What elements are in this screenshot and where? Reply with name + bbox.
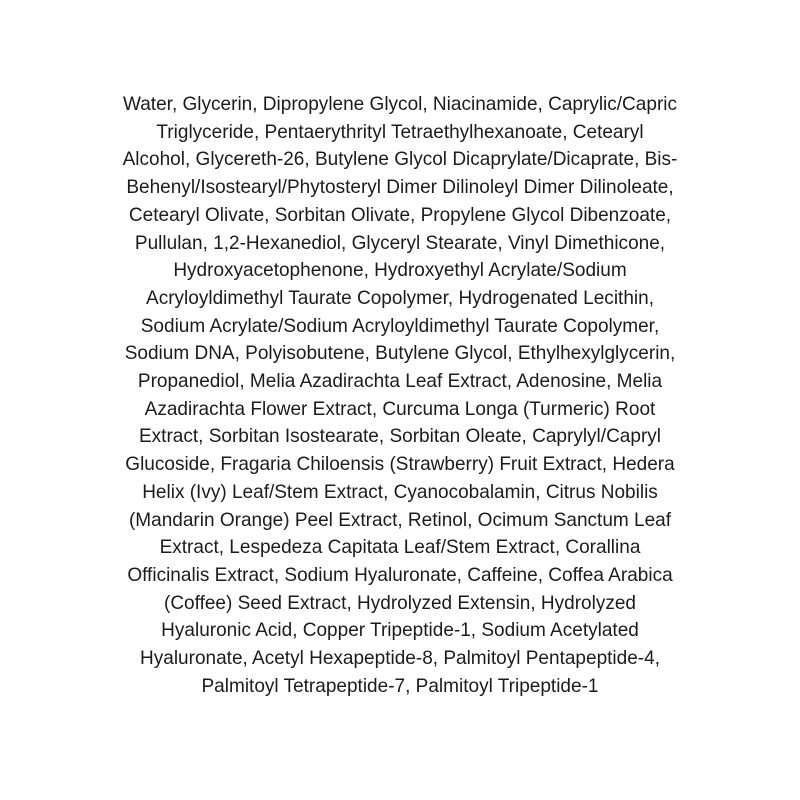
ingredient-line: Propanediol, Melia Azadirachta Leaf Extract, Adenosine, Melia bbox=[137, 370, 663, 393]
ingredient-list bbox=[0, 91, 800, 700]
ingredient-line: Hyaluronic Acid, Copper Tripeptide-1, Sodium Acetylated bbox=[161, 619, 639, 642]
ingredient-line: Hydroxyacetophenone, Hydroxyethyl Acrylate/Sodium bbox=[173, 259, 627, 282]
ingredient-line: Acryloyldimethyl Taurate Copolymer, Hydrogenated Lecithin, bbox=[146, 286, 654, 309]
ingredient-line: Sodium Acrylate/Sodium Acryloyldimethyl Taurate Copolymer, bbox=[140, 314, 660, 337]
ingredient-line: Alcohol, Glycereth-26, Butylene Glycol Dicaprylate/Dicaprate, Bis- bbox=[122, 148, 678, 171]
ingredient-line: Officinalis Extract, Sodium Hyaluronate, Caffeine, Coffea Arabica bbox=[127, 563, 673, 586]
ingredient-line: Pullulan, 1,2-Hexanediol, Glyceryl Stearate, Vinyl Dimethicone, bbox=[134, 231, 666, 254]
ingredient-line: Hyaluronate, Acetyl Hexapeptide-8, Palmitoyl Pentapeptide-4, bbox=[140, 647, 660, 670]
ingredient-line: Extract, Lespedeza Capitata Leaf/Stem Extract, Corallina bbox=[159, 536, 641, 559]
ingredient-line: Helix (Ivy) Leaf/Stem Extract, Cyanocobalamin, Citrus Nobilis bbox=[142, 480, 658, 503]
ingredient-line: Cetearyl Olivate, Sorbitan Olivate, Propylene Glycol Dibenzoate, bbox=[128, 203, 672, 226]
ingredient-line: Sodium DNA, Polyisobutene, Butylene Glycol, Ethylhexylglycerin, bbox=[124, 342, 676, 365]
ingredient-line: Triglyceride, Pentaerythrityl Tetraethylhexanoate, Cetearyl bbox=[156, 120, 644, 143]
ingredient-line: (Mandarin Orange) Peel Extract, Retinol, Ocimum Sanctum Leaf bbox=[128, 508, 672, 531]
ingredient-line: Glucoside, Fragaria Chiloensis (Strawberry) Fruit Extract, Hedera bbox=[125, 453, 675, 476]
ingredient-line: Palmitoyl Tetrapeptide-7, Palmitoyl Tripeptide-1 bbox=[201, 674, 599, 697]
ingredient-line: (Coffee) Seed Extract, Hydrolyzed Extensin, Hydrolyzed bbox=[163, 591, 636, 614]
ingredient-line: Extract, Sorbitan Isostearate, Sorbitan Oleate, Caprylyl/Capryl bbox=[138, 425, 662, 448]
ingredient-line: Behenyl/Isostearyl/Phytosteryl Dimer Dilinoleyl Dimer Dilinoleate, bbox=[126, 176, 674, 199]
ingredient-line: Azadirachta Flower Extract, Curcuma Longa (Turmeric) Root bbox=[144, 397, 656, 420]
ingredient-line: Water, Glycerin, Dipropylene Glycol, Niacinamide, Caprylic/Capric bbox=[122, 93, 678, 115]
